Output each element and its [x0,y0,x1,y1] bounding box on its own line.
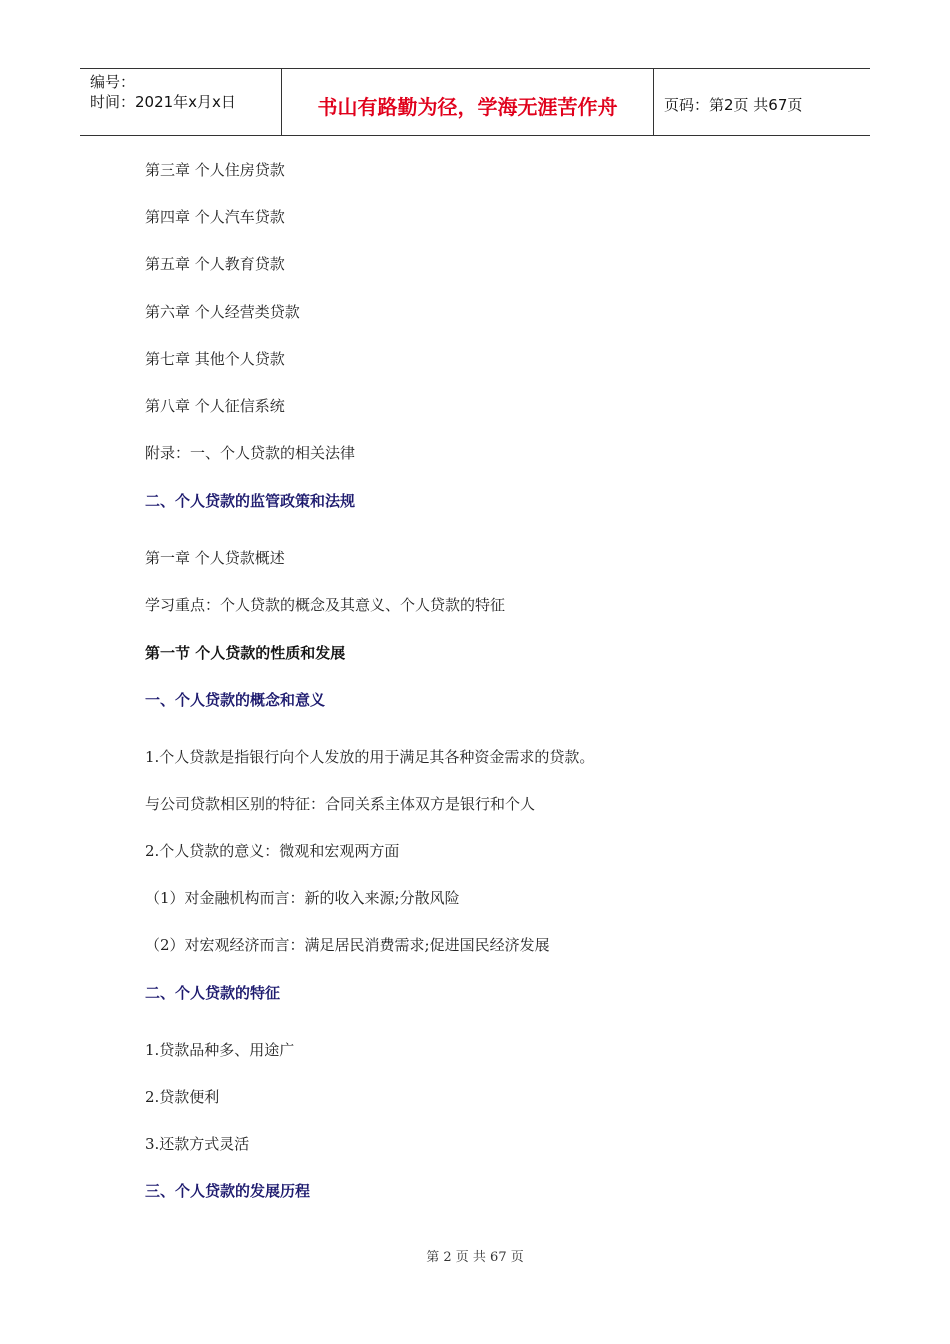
document-number-label: 编号： [90,73,136,91]
toc-line-chapter-4: 第四章 个人汽车贷款 [145,208,285,226]
chapter-1-title: 第一章 个人贷款概述 [145,549,285,567]
paragraph-significance: 2.个人贷款的意义：微观和宏观两方面 [145,842,400,860]
document-time-label: 时间：2021年x月x日 [90,93,236,111]
feature-2: 2.贷款便利 [145,1088,220,1106]
header-page-label: 页码：第2页 共67页 [664,96,803,114]
header-page-cell [654,69,870,135]
heading-concept: 一、个人贷款的概念和意义 [145,691,326,709]
header-motto: 书山有路勤为径，学海无涯苦作舟 [317,95,618,119]
study-focus: 学习重点：个人贷款的概念及其意义、个人贷款的特征 [145,596,506,614]
paragraph-definition: 1.个人贷款是指银行向个人发放的用于满足其各种资金需求的贷款。 [145,748,595,766]
paragraph-difference: 与公司贷款相区别的特征：合同关系主体双方是银行和个人 [145,795,536,813]
heading-regulation: 二、个人贷款的监管政策和法规 [145,492,356,510]
heading-features: 二、个人贷款的特征 [145,984,281,1002]
toc-line-chapter-7: 第七章 其他个人贷款 [145,350,285,368]
page-footer: 第 2 页 共 67 页 [426,1250,524,1265]
feature-3: 3.还款方式灵活 [145,1135,250,1153]
toc-line-appendix: 附录：一、个人贷款的相关法律 [145,444,356,462]
section-1-title: 第一节 个人贷款的性质和发展 [145,644,346,662]
paragraph-financial-institutions: （1）对金融机构而言：新的收入来源;分散风险 [145,889,460,907]
header-info-cell [80,69,282,135]
paragraph-macro-economy: （2）对宏观经济而言：满足居民消费需求;促进国民经济发展 [145,936,550,954]
toc-line-chapter-6: 第六章 个人经营类贷款 [145,303,300,321]
toc-line-chapter-3: 第三章 个人住房贷款 [145,161,285,179]
toc-line-chapter-5: 第五章 个人教育贷款 [145,255,285,273]
heading-history: 三、个人贷款的发展历程 [145,1182,311,1200]
document-header [80,68,870,136]
header-motto-cell [282,69,654,135]
feature-1: 1.贷款品种多、用途广 [145,1041,295,1059]
toc-line-chapter-8: 第八章 个人征信系统 [145,397,285,415]
